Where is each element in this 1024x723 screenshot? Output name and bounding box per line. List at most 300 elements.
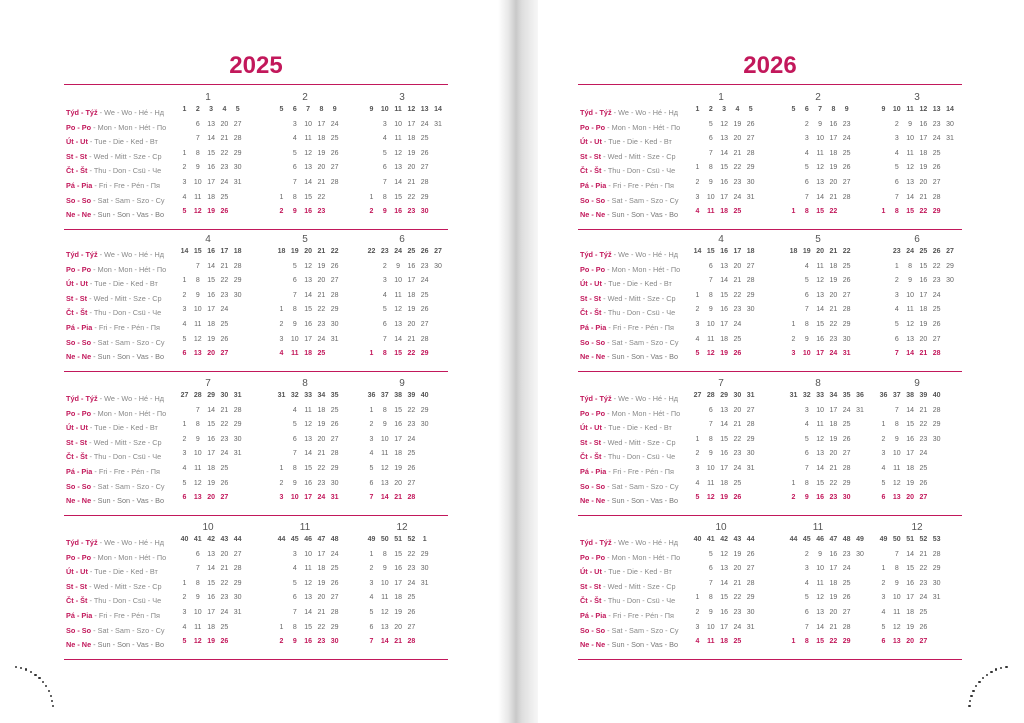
week-number: 18 (789, 248, 798, 255)
day-cell: 11 (394, 135, 402, 143)
section-rule (64, 371, 448, 372)
day-label (66, 306, 161, 319)
day-cell: 7 (708, 579, 713, 587)
day-cell: 31 (330, 494, 339, 502)
month-header: 9 (914, 378, 920, 389)
day-label-bold: Ne - Ne (66, 210, 92, 220)
day-cell: 25 (733, 638, 742, 646)
day-cell: 28 (746, 579, 755, 587)
day-cell: 9 (804, 494, 809, 502)
day-cell: 11 (304, 406, 312, 414)
day-cell: 27 (932, 335, 941, 343)
day-cell: 9 (292, 479, 297, 487)
week-number: 16 (720, 248, 728, 255)
day-cell: 2 (279, 479, 284, 487)
week-number: 41 (706, 536, 715, 543)
month-header: 8 (302, 378, 308, 389)
week-number: 51 (394, 536, 402, 543)
day-cell: 9 (818, 550, 823, 558)
day-cell: 18 (407, 291, 416, 299)
day-label-rest: - Thu - Don - Csü - Че (601, 596, 676, 606)
day-cell: 26 (330, 149, 339, 157)
day-cell: 12 (720, 550, 728, 558)
day-cell: 19 (906, 623, 914, 631)
day-cell: 22 (733, 291, 742, 299)
day-cell: 9 (894, 435, 899, 443)
day-cell: 19 (207, 335, 215, 343)
day-cell: 3 (292, 120, 297, 128)
day-cell: 9 (894, 579, 899, 587)
day-label-rest: - We - Wo - Hé - Нд (611, 250, 679, 259)
day-cell: 3 (881, 450, 886, 458)
year-rule (64, 84, 448, 85)
day-cell: 25 (842, 421, 851, 429)
day-cell: 22 (407, 406, 416, 414)
week-number: 40 (180, 536, 189, 543)
day-cell: 7 (382, 179, 387, 186)
day-label-rest: - Mon - Mon - Hét - По (605, 408, 681, 418)
day-cell: 11 (194, 321, 202, 328)
week-number: 31 (789, 392, 798, 399)
day-cell: 14 (304, 179, 312, 186)
week-number: 12 (919, 106, 928, 113)
day-cell: 9 (708, 609, 713, 616)
day-cell: 9 (382, 421, 387, 429)
day-cell: 4 (382, 291, 387, 299)
day-cell: 27 (919, 494, 928, 502)
section-rule (64, 515, 448, 516)
decor-dot (34, 674, 36, 676)
day-cell: 13 (207, 120, 215, 128)
day-cell: 4 (804, 579, 809, 587)
week-number: 32 (290, 392, 299, 399)
day-cell: 17 (720, 321, 728, 328)
day-label (580, 277, 672, 290)
day-cell: 18 (906, 465, 914, 472)
day-cell: 21 (733, 421, 742, 429)
day-cell: 8 (195, 149, 200, 157)
day-label (580, 494, 678, 507)
day-cell: 24 (932, 291, 941, 299)
day-cell: 28 (932, 350, 941, 358)
day-cell: 2 (695, 609, 700, 616)
day-cell: 24 (317, 494, 326, 502)
day-cell: 26 (932, 164, 941, 172)
day-cell: 18 (919, 306, 928, 314)
day-cell: 28 (932, 193, 941, 201)
day-cell: 28 (932, 550, 941, 558)
day-label-bold: Ne - Ne (66, 640, 92, 650)
day-cell: 8 (382, 350, 387, 358)
day-label-rest: - Wed - Mitt - Sze - Ср (87, 437, 162, 447)
day-label-rest: - Thu - Don - Csü - Че (87, 308, 162, 318)
day-label-bold: Týd - Týž (580, 394, 612, 403)
week-number: 8 (831, 106, 836, 113)
day-cell: 15 (720, 291, 728, 299)
day-cell: 24 (919, 450, 928, 458)
day-cell: 18 (720, 335, 728, 343)
day-cell: 26 (733, 350, 742, 358)
day-cell: 14 (394, 335, 402, 343)
day-cell: 6 (708, 565, 713, 573)
day-label-rest: - Fri - Fre - Pén - Пя (606, 611, 674, 620)
week-number: 27 (693, 392, 702, 399)
decor-dot (972, 690, 974, 692)
day-cell: 20 (207, 494, 215, 502)
day-cell: 10 (304, 550, 312, 558)
day-cell: 20 (829, 609, 838, 616)
day-cell: 13 (304, 277, 312, 285)
day-cell: 4 (881, 609, 886, 616)
month-header: 9 (399, 378, 405, 389)
day-cell: 4 (369, 594, 374, 602)
day-cell: 31 (420, 579, 429, 587)
day-cell: 18 (829, 421, 838, 429)
day-label-bold: Po - Po (66, 122, 92, 132)
month-header: 7 (718, 378, 724, 389)
day-cell: 12 (720, 120, 728, 128)
day-cell: 16 (407, 262, 416, 270)
day-cell: 26 (220, 479, 229, 487)
day-cell: 17 (919, 291, 928, 299)
day-cell: 15 (816, 479, 824, 487)
day-cell: 6 (881, 494, 886, 502)
day-label-bold: So - So (580, 625, 606, 635)
day-cell: 3 (804, 565, 809, 573)
day-cell: 30 (842, 335, 851, 343)
day-cell: 18 (720, 638, 728, 646)
day-cell: 3 (695, 321, 700, 328)
day-cell: 25 (842, 579, 851, 587)
day-cell: 9 (195, 594, 200, 602)
day-cell: 15 (720, 164, 728, 172)
week-number: 31 (746, 392, 755, 399)
day-cell: 10 (290, 494, 299, 502)
day-cell: 22 (220, 149, 229, 157)
day-cell: 13 (906, 179, 914, 186)
day-cell: 21 (317, 450, 326, 458)
day-cell: 7 (708, 149, 713, 157)
day-cell: 21 (407, 335, 416, 343)
week-number: 2 (195, 106, 200, 113)
day-cell: 11 (381, 594, 389, 602)
day-cell: 22 (733, 435, 742, 443)
day-cell: 15 (207, 149, 215, 157)
week-number: 15 (706, 248, 715, 255)
day-cell: 16 (304, 321, 312, 328)
day-cell: 4 (804, 149, 809, 157)
day-cell: 30 (856, 550, 864, 558)
day-cell: 31 (856, 406, 864, 414)
week-number: 30 (220, 392, 229, 399)
day-cell: 14 (816, 623, 824, 631)
week-number: 49 (879, 536, 888, 543)
day-cell: 1 (279, 623, 284, 631)
day-cell: 31 (746, 465, 755, 472)
day-label (580, 350, 678, 363)
day-cell: 12 (394, 149, 402, 157)
day-cell: 28 (233, 262, 242, 270)
day-cell: 5 (695, 350, 700, 358)
day-cell: 16 (816, 494, 824, 502)
day-cell: 21 (317, 291, 326, 299)
day-cell: 4 (182, 193, 187, 201)
day-cell: 26 (330, 421, 339, 429)
day-label-rest: - Sat - Sam - Szo - Су (605, 625, 679, 635)
week-number: 37 (380, 392, 389, 399)
day-label (580, 106, 678, 119)
day-cell: 28 (330, 179, 339, 186)
day-cell: 5 (708, 550, 713, 558)
day-cell: 8 (804, 638, 809, 646)
day-cell: 9 (382, 208, 387, 216)
day-cell: 23 (220, 291, 229, 299)
day-cell: 12 (706, 350, 715, 358)
week-number: 10 (892, 106, 901, 113)
day-cell: 6 (195, 120, 200, 128)
week-number: 5 (748, 106, 753, 113)
day-label (66, 609, 160, 622)
day-cell: 13 (304, 594, 312, 602)
day-cell: 20 (829, 179, 838, 186)
day-cell: 27 (330, 594, 339, 602)
day-label-bold: Út - Ut (580, 423, 602, 433)
day-cell: 2 (182, 164, 187, 172)
day-cell: 29 (842, 321, 851, 328)
day-cell: 1 (791, 638, 796, 646)
day-cell: 1 (369, 406, 374, 414)
day-cell: 29 (932, 208, 941, 216)
day-label (580, 135, 672, 148)
day-cell: 15 (394, 350, 402, 358)
day-cell: 5 (894, 164, 899, 172)
day-cell: 11 (816, 579, 824, 587)
day-label-bold: Pá - Pia (66, 181, 93, 190)
day-cell: 21 (394, 494, 402, 502)
day-cell: 3 (182, 609, 187, 616)
day-label-rest: - Wed - Mitt - Sze - Ср (601, 151, 676, 161)
day-cell: 23 (842, 550, 851, 558)
day-label (580, 480, 679, 493)
month-header: 6 (399, 234, 405, 245)
day-cell: 16 (720, 179, 728, 186)
decor-dot (990, 671, 992, 673)
day-cell: 21 (919, 193, 928, 201)
day-cell: 1 (791, 479, 796, 487)
month-header: 10 (715, 522, 727, 533)
left-page-2025 (0, 0, 498, 723)
month-header: 1 (718, 92, 724, 103)
day-label-bold: Pá - Pia (580, 611, 607, 620)
day-cell: 19 (207, 208, 215, 216)
day-cell: 20 (919, 179, 928, 186)
day-cell: 21 (220, 135, 229, 143)
day-label-rest: - Wed - Mitt - Sze - Ср (87, 581, 162, 591)
day-cell: 16 (394, 565, 402, 573)
day-cell: 10 (380, 579, 389, 587)
week-number: 24 (906, 248, 914, 255)
day-label (580, 551, 680, 564)
day-cell: 7 (195, 565, 200, 573)
day-cell: 16 (720, 609, 728, 616)
day-label (66, 392, 164, 405)
day-cell: 29 (932, 421, 941, 429)
day-label (66, 624, 165, 637)
day-cell: 21 (317, 179, 326, 186)
day-cell: 17 (407, 277, 416, 285)
week-number: 9 (844, 106, 849, 113)
month-header: 8 (815, 378, 821, 389)
day-cell: 14 (380, 494, 389, 502)
day-cell: 17 (720, 193, 728, 201)
book-spine-shadow (498, 0, 538, 723)
day-cell: 16 (720, 450, 728, 458)
week-number: 40 (420, 392, 429, 399)
day-label-rest: - Fri - Fre - Pén - Пя (606, 467, 674, 476)
week-number: 4 (735, 106, 740, 113)
day-cell: 2 (881, 435, 886, 443)
day-cell: 15 (919, 262, 928, 270)
day-cell: 15 (207, 421, 215, 429)
day-cell: 24 (733, 193, 742, 201)
day-label-bold: Po - Po (580, 408, 606, 418)
day-cell: 12 (816, 594, 824, 602)
day-cell: 19 (919, 164, 928, 172)
day-cell: 28 (233, 406, 242, 414)
day-cell: 9 (804, 335, 809, 343)
day-cell: 10 (816, 565, 824, 573)
day-label-bold: St - St (580, 437, 602, 447)
day-cell: 5 (292, 579, 297, 587)
day-cell: 20 (733, 262, 742, 270)
month-header: 5 (815, 234, 821, 245)
year-title-2025: 2025 (229, 52, 283, 79)
week-number: 45 (802, 536, 811, 543)
day-cell: 2 (695, 450, 700, 458)
section-rule (578, 515, 962, 516)
day-label (580, 624, 679, 637)
day-cell: 3 (791, 350, 796, 358)
day-label-bold: So - So (66, 337, 92, 347)
day-cell: 2 (695, 179, 700, 186)
day-label-rest: - Mon - Mon - Hét - По (91, 122, 167, 132)
day-cell: 20 (317, 435, 326, 443)
week-number: 9 (881, 106, 886, 113)
day-cell: 4 (292, 406, 297, 414)
day-cell: 5 (804, 277, 809, 285)
day-cell: 25 (733, 335, 742, 343)
day-cell: 14 (207, 262, 215, 270)
day-cell: 6 (708, 406, 713, 414)
day-label (66, 594, 161, 607)
day-cell: 22 (829, 638, 838, 646)
month-header: 11 (299, 522, 311, 533)
day-cell: 2 (382, 262, 387, 270)
day-cell: 23 (932, 277, 941, 285)
day-cell: 27 (330, 164, 339, 172)
day-cell: 23 (733, 450, 742, 458)
day-cell: 1 (695, 435, 700, 443)
day-label-bold: Čt - Št (580, 308, 602, 318)
day-label (66, 263, 166, 276)
day-cell: 5 (881, 623, 886, 631)
day-label-bold: Po - Po (66, 264, 92, 274)
day-cell: 8 (804, 321, 809, 328)
day-cell: 20 (733, 406, 742, 414)
day-cell: 6 (708, 135, 713, 143)
week-number: 44 (789, 536, 798, 543)
day-cell: 8 (382, 193, 387, 201)
day-cell: 3 (292, 550, 297, 558)
month-header: 3 (914, 92, 920, 103)
day-cell: 12 (193, 208, 202, 216)
week-number: 2 (708, 106, 713, 113)
week-number: 6 (804, 106, 809, 113)
day-label-rest: - Sat - Sam - Szo - Су (605, 337, 679, 347)
day-cell: 22 (919, 208, 928, 216)
day-label (66, 421, 158, 434)
day-cell: 18 (720, 208, 728, 216)
day-label-rest: - Tue - Die - Ked - Вт (601, 279, 672, 289)
day-cell: 17 (207, 179, 215, 186)
day-cell: 17 (207, 609, 215, 616)
week-number: 3 (209, 106, 214, 113)
day-cell: 27 (932, 179, 941, 186)
day-label-rest: - Thu - Don - Csü - Че (87, 166, 162, 176)
day-cell: 14 (720, 277, 728, 285)
day-cell: 18 (720, 479, 728, 487)
day-cell: 28 (330, 609, 339, 616)
day-cell: 16 (304, 638, 312, 646)
day-cell: 30 (330, 638, 339, 646)
day-label-bold: Týd - Týž (66, 108, 98, 117)
day-cell: 24 (733, 623, 742, 631)
day-cell: 26 (842, 435, 851, 443)
day-cell: 27 (842, 291, 851, 299)
day-cell: 13 (816, 450, 824, 458)
day-cell: 12 (304, 579, 312, 587)
day-cell: 7 (195, 262, 200, 270)
day-cell: 22 (317, 306, 326, 314)
day-cell: 24 (420, 120, 429, 128)
day-cell: 1 (369, 350, 374, 358)
day-label-bold: Ne - Ne (580, 496, 606, 506)
day-cell: 12 (394, 306, 402, 314)
day-cell: 20 (829, 291, 838, 299)
day-cell: 17 (317, 550, 326, 558)
week-number: 5 (235, 106, 240, 113)
day-cell: 23 (407, 565, 416, 573)
day-label-rest: - Fri - Fre - Pén - Пя (92, 611, 160, 620)
day-cell: 9 (195, 164, 200, 172)
month-header: 3 (399, 92, 405, 103)
day-cell: 1 (894, 262, 899, 270)
day-cell: 15 (304, 623, 312, 631)
day-cell: 12 (380, 609, 389, 616)
day-cell: 12 (906, 164, 914, 172)
week-number: 39 (407, 392, 416, 399)
day-cell: 19 (207, 479, 215, 487)
day-cell: 7 (292, 291, 297, 299)
day-cell: 8 (382, 406, 387, 414)
week-number: 1 (695, 106, 700, 113)
day-label-rest: - Wed - Mitt - Sze - Ср (87, 293, 162, 303)
week-number: 35 (842, 392, 851, 399)
week-number: 31 (233, 392, 242, 399)
day-cell: 6 (881, 638, 886, 646)
day-cell: 27 (842, 179, 851, 186)
day-cell: 29 (842, 479, 851, 487)
